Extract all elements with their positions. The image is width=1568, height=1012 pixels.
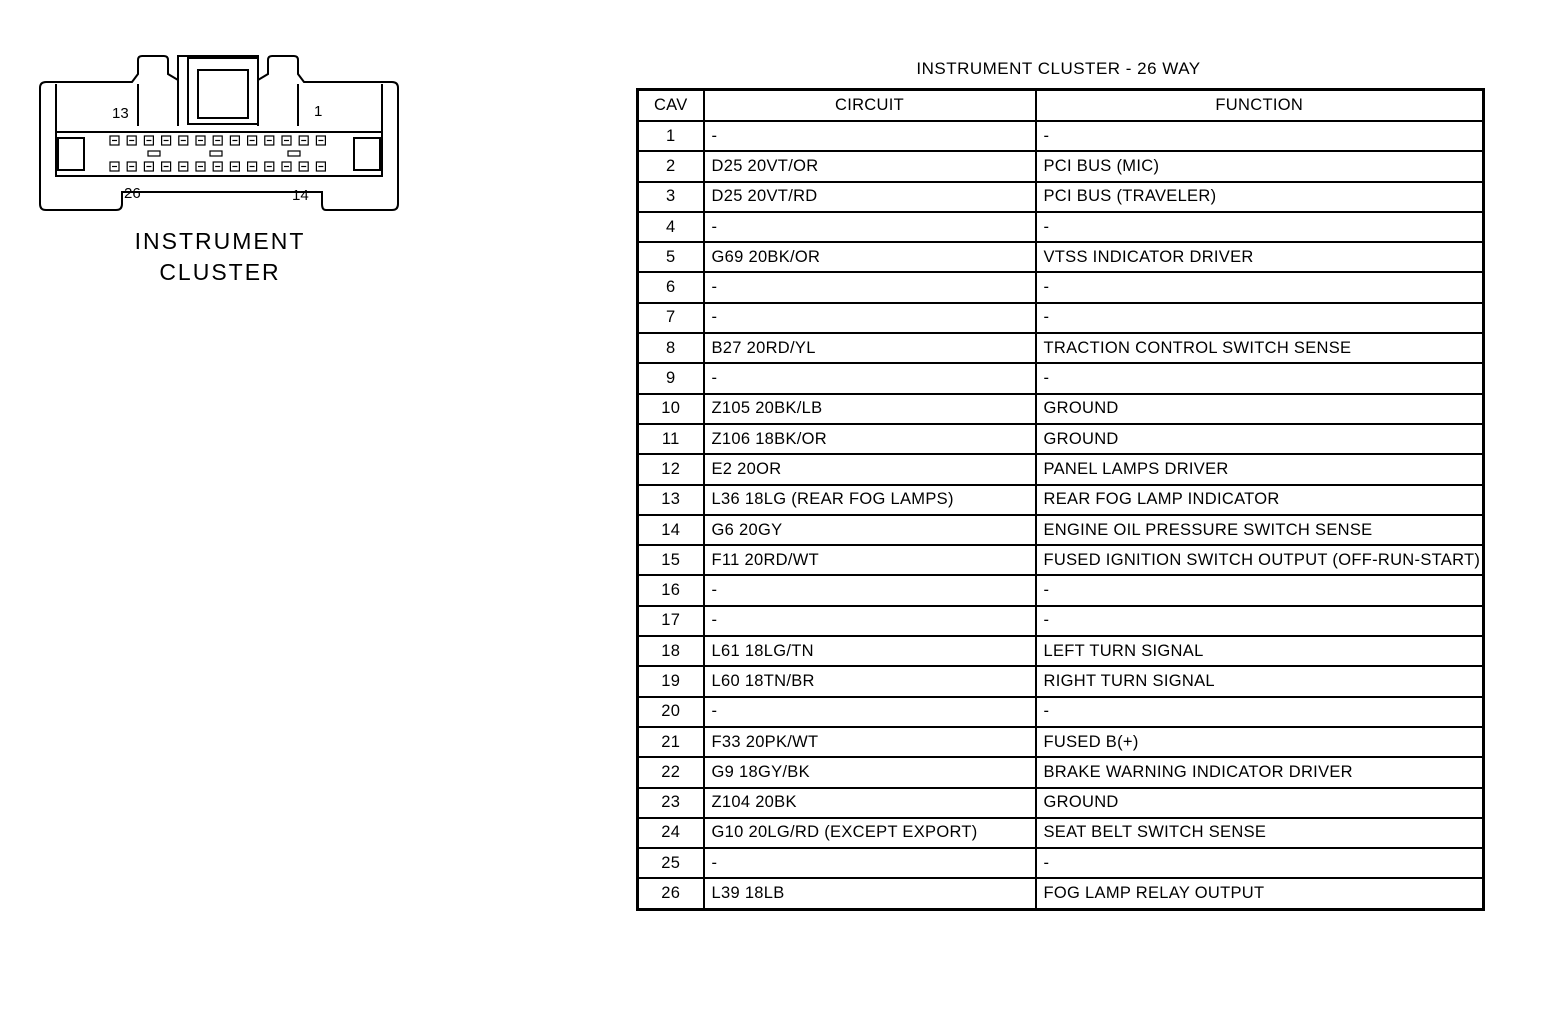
connector-diagram — [30, 50, 410, 220]
circuit-cell: Z106 18BK/OR — [704, 424, 1036, 454]
circuit-cell: - — [704, 606, 1036, 636]
function-cell: ENGINE OIL PRESSURE SWITCH SENSE — [1036, 515, 1484, 545]
table-body — [638, 121, 1484, 909]
table-header-row — [638, 90, 1484, 122]
function-cell: GROUND — [1036, 394, 1484, 424]
circuit-cell: F11 20RD/WT — [704, 545, 1036, 575]
circuit-cell: - — [704, 363, 1036, 393]
cav-cell: 2 — [638, 151, 704, 181]
table-row — [638, 727, 1484, 757]
table-row — [638, 515, 1484, 545]
connector-title-line1: INSTRUMENT — [134, 228, 306, 254]
table-row — [638, 272, 1484, 302]
cav-cell: 18 — [638, 636, 704, 666]
circuit-cell: G9 18GY/BK — [704, 757, 1036, 787]
function-cell: TRACTION CONTROL SWITCH SENSE — [1036, 333, 1484, 363]
header-circuit: CIRCUIT — [704, 90, 1036, 122]
table-row — [638, 818, 1484, 848]
header-cav: CAV — [638, 90, 704, 122]
cav-cell: 25 — [638, 848, 704, 878]
function-cell: PANEL LAMPS DRIVER — [1036, 454, 1484, 484]
circuit-cell: - — [704, 272, 1036, 302]
function-cell: PCI BUS (MIC) — [1036, 151, 1484, 181]
table-row — [638, 545, 1484, 575]
circuit-cell: Z104 20BK — [704, 788, 1036, 818]
cav-cell: 21 — [638, 727, 704, 757]
function-cell: REAR FOG LAMP INDICATOR — [1036, 485, 1484, 515]
function-cell: GROUND — [1036, 788, 1484, 818]
circuit-cell: E2 20OR — [704, 454, 1036, 484]
function-cell: FUSED B(+) — [1036, 727, 1484, 757]
circuit-cell: Z105 20BK/LB — [704, 394, 1036, 424]
cav-cell: 23 — [638, 788, 704, 818]
circuit-cell: G69 20BK/OR — [704, 242, 1036, 272]
table-row — [638, 242, 1484, 272]
table-row — [638, 575, 1484, 605]
table-row — [638, 394, 1484, 424]
table-row — [638, 212, 1484, 242]
circuit-cell: L60 18TN/BR — [704, 666, 1036, 696]
cav-cell: 26 — [638, 878, 704, 909]
function-cell: SEAT BELT SWITCH SENSE — [1036, 818, 1484, 848]
cav-cell: 19 — [638, 666, 704, 696]
cav-cell: 10 — [638, 394, 704, 424]
cav-cell: 15 — [638, 545, 704, 575]
table-row — [638, 697, 1484, 727]
table-row — [638, 424, 1484, 454]
cav-cell: 24 — [638, 818, 704, 848]
circuit-cell: - — [704, 121, 1036, 151]
table-title: INSTRUMENT CLUSTER - 26 WAY — [916, 59, 1201, 78]
table-row — [638, 848, 1484, 878]
function-cell: FOG LAMP RELAY OUTPUT — [1036, 878, 1484, 909]
circuit-cell: F33 20PK/WT — [704, 727, 1036, 757]
connector-left-latch — [58, 138, 84, 170]
circuit-cell: D25 20VT/RD — [704, 182, 1036, 212]
table-row — [638, 121, 1484, 151]
function-cell: - — [1036, 575, 1484, 605]
cav-cell: 13 — [638, 485, 704, 515]
circuit-cell: - — [704, 212, 1036, 242]
cav-cell: 4 — [638, 212, 704, 242]
circuit-cell: B27 20RD/YL — [704, 333, 1036, 363]
function-cell: - — [1036, 303, 1484, 333]
circuit-cell: - — [704, 303, 1036, 333]
connector-title — [60, 226, 380, 288]
table-row — [638, 606, 1484, 636]
table-row — [638, 454, 1484, 484]
function-cell: - — [1036, 272, 1484, 302]
cav-cell: 7 — [638, 303, 704, 333]
table-row — [638, 788, 1484, 818]
cav-cell: 12 — [638, 454, 704, 484]
function-cell: - — [1036, 697, 1484, 727]
cav-cell: 16 — [638, 575, 704, 605]
connector-key-marker — [148, 151, 160, 156]
cav-cell: 8 — [638, 333, 704, 363]
circuit-cell: L36 18LG (REAR FOG LAMPS) — [704, 485, 1036, 515]
function-cell: - — [1036, 848, 1484, 878]
function-cell: FUSED IGNITION SWITCH OUTPUT (OFF-RUN-START) — [1036, 545, 1484, 575]
cav-cell: 17 — [638, 606, 704, 636]
cav-cell: 14 — [638, 515, 704, 545]
circuit-cell: G6 20GY — [704, 515, 1036, 545]
function-cell: - — [1036, 121, 1484, 151]
pin-label-26: 26 — [124, 185, 141, 202]
connector-inner-window — [198, 70, 248, 118]
table-row — [638, 182, 1484, 212]
connector-right-latch — [354, 138, 380, 170]
circuit-cell: L61 18LG/TN — [704, 636, 1036, 666]
function-cell: - — [1036, 363, 1484, 393]
cav-cell: 22 — [638, 757, 704, 787]
circuit-cell: D25 20VT/OR — [704, 151, 1036, 181]
table-row — [638, 363, 1484, 393]
cav-cell: 6 — [638, 272, 704, 302]
circuit-cell: G10 20LG/RD (EXCEPT EXPORT) — [704, 818, 1036, 848]
function-cell: PCI BUS (TRAVELER) — [1036, 182, 1484, 212]
table-row — [638, 303, 1484, 333]
table-row — [638, 151, 1484, 181]
circuit-cell: - — [704, 575, 1036, 605]
circuit-cell: - — [704, 848, 1036, 878]
pinout-table — [636, 88, 1485, 911]
pin-label-1: 1 — [314, 103, 323, 120]
cav-cell: 3 — [638, 182, 704, 212]
circuit-cell: - — [704, 697, 1036, 727]
cav-cell: 5 — [638, 242, 704, 272]
table-row — [638, 333, 1484, 363]
table-row — [638, 757, 1484, 787]
table-row — [638, 636, 1484, 666]
cav-cell: 9 — [638, 363, 704, 393]
table-row — [638, 666, 1484, 696]
header-function: FUNCTION — [1036, 90, 1484, 122]
connector-key-marker — [210, 151, 222, 156]
cav-cell: 11 — [638, 424, 704, 454]
pin-row-bottom — [110, 162, 325, 171]
connector-title-line2: CLUSTER — [159, 259, 281, 285]
pin-row-top — [110, 136, 325, 156]
connector-pin-field — [56, 132, 382, 176]
table-row — [638, 878, 1484, 909]
function-cell: VTSS INDICATOR DRIVER — [1036, 242, 1484, 272]
function-cell: LEFT TURN SIGNAL — [1036, 636, 1484, 666]
function-cell: - — [1036, 606, 1484, 636]
circuit-cell: L39 18LB — [704, 878, 1036, 909]
pin-label-13: 13 — [112, 105, 129, 122]
connector-key-marker — [288, 151, 300, 156]
table-row — [638, 485, 1484, 515]
function-cell: GROUND — [1036, 424, 1484, 454]
cav-cell: 20 — [638, 697, 704, 727]
function-cell: - — [1036, 212, 1484, 242]
function-cell: RIGHT TURN SIGNAL — [1036, 666, 1484, 696]
pin-label-14: 14 — [292, 187, 309, 204]
cav-cell: 1 — [638, 121, 704, 151]
function-cell: BRAKE WARNING INDICATOR DRIVER — [1036, 757, 1484, 787]
